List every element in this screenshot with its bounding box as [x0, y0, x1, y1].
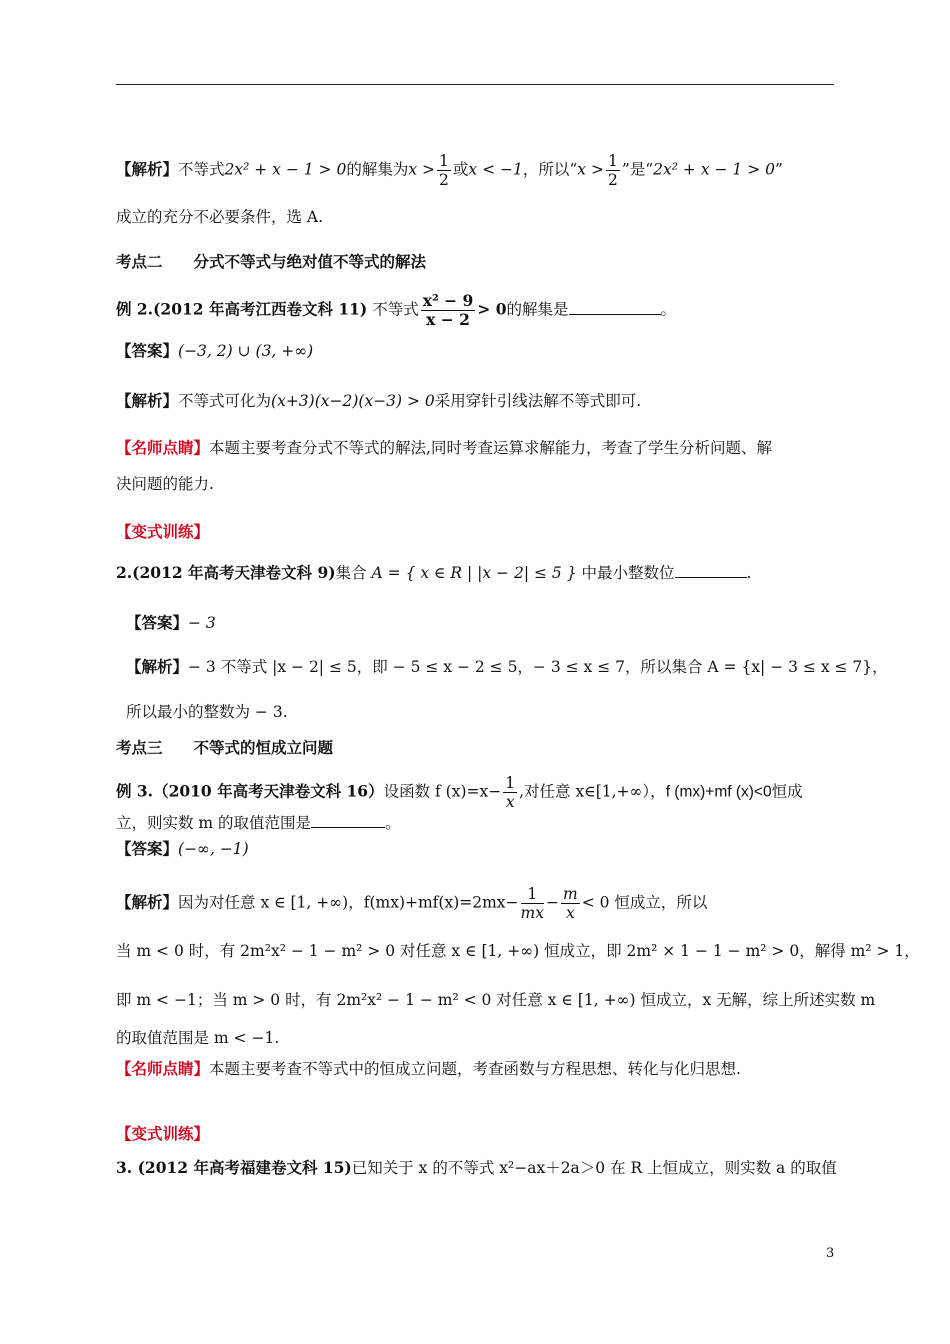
text: 立，则实数 m 的取值范围是	[116, 814, 312, 832]
denominator: x − 2	[426, 310, 470, 329]
analysis-tag: 【解析】	[116, 391, 179, 410]
answer-3	[126, 612, 216, 634]
text: 的解集是	[506, 300, 569, 319]
text: 不等式	[372, 300, 419, 319]
answer-value: (−3, 2) ∪ (3, +∞)	[178, 342, 314, 360]
example-2	[116, 292, 676, 329]
fraction	[421, 292, 476, 329]
text: ”	[774, 160, 783, 179]
analysis-tag: 【解析】	[116, 159, 179, 179]
fraction	[561, 885, 580, 922]
teacher-note-1-cont: 决问题的能力.	[116, 475, 214, 493]
analysis-line-1	[116, 152, 783, 189]
text: 因为对任意 x ∈ [1, +∞)，f(mx)+mf(x)=2mx−	[178, 893, 519, 912]
math: 2x² + x − 1 > 0	[224, 160, 347, 179]
math: A = { x ∈ R | |x − 2| ≤ 5 }	[371, 564, 577, 582]
variant-training-1: 【变式训练】	[116, 522, 210, 541]
answer-value: − 3	[188, 614, 216, 632]
denominator: x	[565, 904, 575, 922]
teacher-note-tag: 【名师点睛】	[116, 438, 210, 457]
teacher-note-tag: 【名师点睛】	[116, 1059, 210, 1078]
text: 不等式可化为	[178, 392, 272, 410]
math: x >	[408, 160, 436, 179]
fraction	[503, 774, 517, 811]
denominator: 2	[607, 171, 618, 189]
math: > 0	[477, 299, 507, 319]
analysis-line-2: 成立的充分不必要条件，选 A.	[116, 208, 324, 226]
text: 。	[660, 300, 677, 319]
text: −	[545, 893, 559, 912]
text: 不等式	[178, 160, 225, 179]
text: 恒成	[771, 782, 803, 801]
analysis-2	[116, 390, 641, 412]
answer-tag: 【答案】	[116, 341, 179, 360]
fraction	[521, 885, 544, 922]
analysis-3	[126, 656, 888, 678]
example-label: 例 2.(2012 年高考江西卷文科 11)	[116, 299, 368, 319]
math: 2x² + x − 1 > 0	[653, 160, 775, 179]
example-label: 例 3.（2010 年高考天津卷文科 16）	[116, 781, 384, 801]
numerator: 1	[439, 152, 449, 170]
analysis-4	[116, 885, 707, 922]
training-2	[116, 562, 751, 584]
example-3-cont	[116, 812, 401, 834]
text: ,对任意 x∈[1,+∞），	[519, 782, 666, 801]
math: x < −1	[468, 160, 523, 179]
text: ，所以“	[522, 160, 578, 179]
analysis-4-line-4: 的取值范围是 m < −1.	[116, 1029, 280, 1047]
denominator: 2	[439, 171, 449, 189]
answer-tag: 【答案】	[126, 613, 189, 632]
analysis-tag: 【解析】	[116, 892, 179, 912]
answer-2	[116, 340, 313, 362]
answer-value: (−∞, −1)	[178, 840, 249, 858]
text: 或	[452, 160, 469, 179]
answer-blank	[311, 813, 385, 828]
analysis-3-cont: 所以最小的整数为 − 3.	[126, 703, 288, 721]
fraction	[437, 152, 451, 189]
numerator: m	[562, 885, 578, 903]
section-heading-3: 考点三 不等式的恒成立问题	[116, 738, 334, 757]
training-label: 3. (2012 年高考福建卷文科 15)	[116, 1158, 352, 1177]
text: ”是“	[621, 160, 654, 179]
training-label: 2.(2012 年高考天津卷文科 9)	[116, 563, 336, 582]
text: 已知关于 x 的不等式 x²−ax＋2a＞0 在 R 上恒成立，则实数 a 的取值	[351, 1159, 837, 1177]
teacher-note-2	[116, 1058, 741, 1080]
text: < 0 恒成立，所以	[581, 893, 708, 912]
numerator: 1	[521, 885, 544, 904]
teacher-note-1	[116, 437, 772, 459]
fraction	[606, 152, 620, 189]
section-heading-2: 考点二 分式不等式与绝对值不等式的解法	[116, 252, 427, 271]
text: 。	[385, 814, 401, 832]
answer-4	[116, 838, 249, 860]
answer-blank	[675, 563, 747, 578]
math: f (mx)+mf (x)<0	[665, 783, 772, 801]
numerator: x² − 9	[422, 291, 474, 310]
text: 集合	[335, 564, 367, 582]
denominator: x	[505, 793, 515, 811]
answer-tag: 【答案】	[116, 839, 179, 858]
variant-training-2: 【变式训练】	[116, 1124, 210, 1143]
math: x >	[577, 160, 604, 179]
text: 本题主要考查分式不等式的解法,同时考查运算求解能力，考查了学生分析问题、解	[209, 439, 772, 457]
training-3	[116, 1157, 837, 1179]
header-rule	[116, 84, 834, 85]
analysis-4-line-3: 即 m < −1；当 m > 0 时，有 2m²x² − 1 − m² < 0 对任意 x ∈ [1, +∞) 恒成立，x 无解，综上所述实数 m	[116, 991, 876, 1009]
example-3	[116, 774, 803, 811]
analysis-tag: 【解析】	[126, 657, 189, 676]
text: − 3 不等式 |x − 2| ≤ 5，即 − 5 ≤ x − 2 ≤ 5，− 3 ≤ x ≤ 7，所以集合 A = {x| − 3 ≤ x ≤ 7}，	[188, 658, 888, 676]
page-number: 3	[826, 1246, 835, 1261]
text: 本题主要考查不等式中的恒成立问题，考查函数与方程思想、转化与化归思想.	[209, 1060, 741, 1078]
numerator: 1	[607, 152, 618, 170]
text: .	[746, 564, 752, 582]
text: 设函数 f (x)=x−	[383, 782, 502, 801]
denominator: mx	[520, 904, 544, 922]
numerator: 1	[505, 774, 516, 792]
text: 采用穿针引线法解不等式即可.	[434, 392, 642, 410]
analysis-4-line-2: 当 m < 0 时，有 2m²x² − 1 − m² > 0 对任意 x ∈ [1, +∞) 恒成立，即 2m² × 1 − 1 − m² > 0，解得 m² > 1，	[116, 942, 920, 960]
text: 中最小整数位	[581, 564, 675, 582]
answer-blank	[569, 300, 661, 315]
math: (x+3)(x−2)(x−3) > 0	[271, 392, 435, 410]
text: 的解集为	[346, 160, 409, 179]
